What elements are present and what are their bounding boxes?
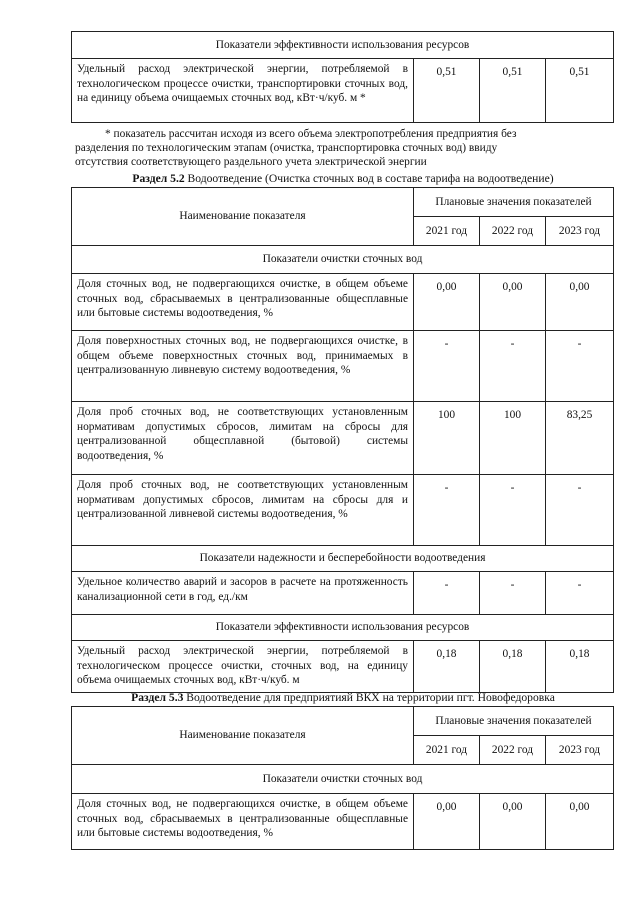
section-5-3-table-block [71, 706, 613, 850]
section-title-text: Водоотведение (Очистка сточных вод в составе тарифа на водоотведение) [184, 172, 554, 185]
footnote-line: отсутствия соответствующего раздельного учета электрической энергии [75, 155, 427, 168]
value-2023: 0,51 [546, 59, 614, 123]
section-number: Раздел 5.2 [132, 172, 185, 185]
section-title-text: Водоотведение для предприятияй ВКХ на территории пгт. Новофедоровка [183, 691, 555, 704]
footnote-line: * показатель рассчитан исходя из всего объема электропотребления предприятия без [105, 128, 517, 140]
name-column-header: Наименование показателя [72, 707, 414, 765]
year-header-2023: 2023 год [546, 736, 614, 765]
value-2021: - [414, 331, 480, 402]
indicator-name: Удельный расход электрической энергии, потребляемой в технологическом процессе очистки, сточных вод, на единицу объема очищаемых сточных вод, кВт·ч/куб. м [72, 641, 414, 693]
value-2021: - [414, 475, 480, 546]
value-2023: 0,00 [546, 274, 614, 331]
section-number: Раздел 5.3 [131, 691, 184, 704]
year-header-2021: 2021 год [414, 217, 480, 246]
year-header-2022: 2022 год [480, 217, 546, 246]
value-2022: 100 [480, 402, 546, 475]
value-2022: 0,18 [480, 641, 546, 693]
value-2022: 0,00 [480, 794, 546, 850]
section-header: Показатели надежности и бесперебойности водоотведения [72, 546, 614, 572]
value-2021: 100 [414, 402, 480, 475]
value-2023: 0,00 [546, 794, 614, 850]
value-2021: 0,00 [414, 274, 480, 331]
name-column-header: Наименование показателя [72, 188, 414, 246]
footnote-line: разделения по технологическим этапам (очистка, транспортировка сточных вод) ввиду [75, 141, 498, 154]
value-2022: - [480, 331, 546, 402]
value-2021: - [414, 572, 480, 615]
indicator-name: Удельное количество аварий и засоров в расчете на протяженность канализационной сети в год, ед./км [72, 572, 414, 615]
value-2022: 0,51 [480, 59, 546, 123]
value-2023: - [546, 475, 614, 546]
value-2023: 83,25 [546, 402, 614, 475]
section-5-2-table [71, 187, 614, 693]
value-2021: 0,51 [414, 59, 480, 123]
indicator-name: Доля сточных вод, не подвергающихся очистке, в общем объеме сточных вод, сбрасываемых в централизованные общесплавные или бытовые системы водоотведения, % [72, 274, 414, 331]
section-5-2-title [73, 172, 613, 186]
section-header: Показатели очистки сточных вод [72, 246, 614, 274]
resource-efficiency-table [71, 31, 614, 123]
section-header: Показатели эффективности использования ресурсов [72, 615, 614, 641]
year-header-2021: 2021 год [414, 736, 480, 765]
plan-column-header: Плановые значения показателей [414, 707, 614, 736]
section-5-2-table-block [71, 187, 613, 693]
year-header-2022: 2022 год [480, 736, 546, 765]
top-table-block [71, 31, 613, 123]
indicator-name: Удельный расход электрической энергии, потребляемой в технологическом процессе очистки, транспортировки сточных вод, на единицу объема очищаемых сточных вод, кВт·ч/куб. м * [72, 59, 414, 123]
indicator-name: Доля проб сточных вод, не соответствующих установленным нормативам допустимых сбросов, лимитам на сбросы для централизованной общесплавной (бытовой) системы водоотведения, % [72, 402, 414, 475]
section-header: Показатели очистки сточных вод [72, 765, 614, 794]
value-2023: - [546, 331, 614, 402]
section-5-3-title [73, 691, 613, 705]
indicator-name: Доля поверхностных сточных вод, не подвергающихся очистке, в общем объеме поверхностных сточных вод, принимаемых в централизованную ливневую систему водоотведения, % [72, 331, 414, 402]
value-2023: - [546, 572, 614, 615]
year-header-2023: 2023 год [546, 217, 614, 246]
footnote [75, 128, 611, 169]
value-2022: - [480, 475, 546, 546]
value-2022: - [480, 572, 546, 615]
indicator-name: Доля сточных вод, не подвергающихся очистке, в общем объеме сточных вод, сбрасываемых в централизованные общесплавные или бытовые системы водоотведения, % [72, 794, 414, 850]
value-2021: 0,00 [414, 794, 480, 850]
indicator-name: Доля проб сточных вод, не соответствующих установленным нормативам допустимых сбросов, лимитам на сбросы для и централизованной ливневой системы водоотведения, % [72, 475, 414, 546]
section-header: Показатели эффективности использования ресурсов [72, 32, 614, 59]
section-5-3-table [71, 706, 614, 850]
value-2022: 0,00 [480, 274, 546, 331]
plan-column-header: Плановые значения показателей [414, 188, 614, 217]
value-2023: 0,18 [546, 641, 614, 693]
value-2021: 0,18 [414, 641, 480, 693]
